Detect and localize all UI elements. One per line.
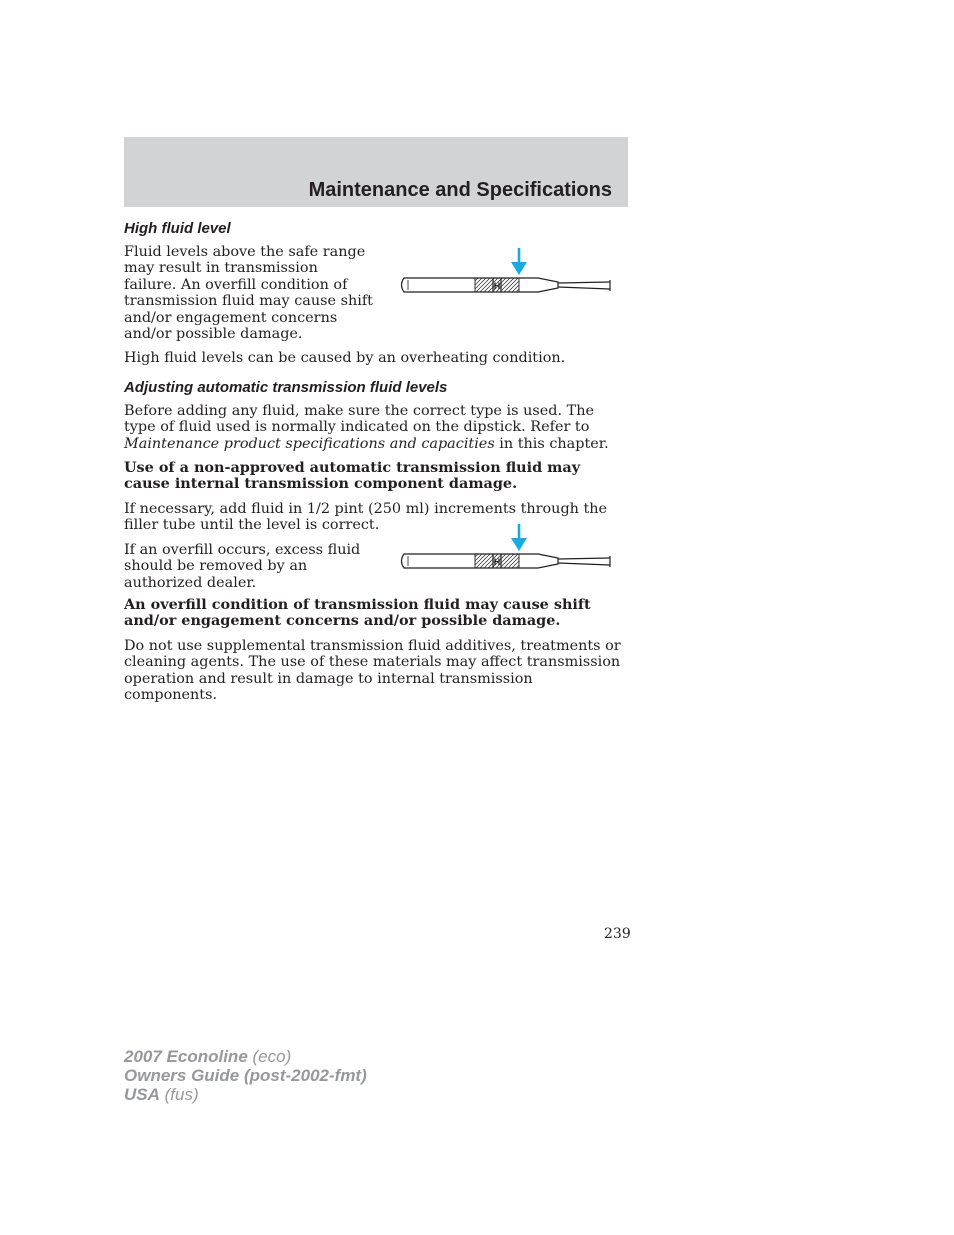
- page-content: [124, 220, 624, 711]
- additives-paragraph: Do not use supplemental transmission fluid additives, treatments or cleaning agents. The use of these materials may affect transmission operation and result in damage to internal transmission components.: [124, 637, 621, 703]
- dipstick-icon: [402, 554, 611, 568]
- dipstick-h-label: H: [493, 557, 501, 567]
- dipstick-icon: [402, 278, 611, 292]
- high-fluid-cause-paragraph: High fluid levels can be caused by an overheating condition.: [124, 350, 566, 367]
- high-fluid-paragraph: Fluid levels above the safe range may result in transmission failure. An overfill condition of transmission fluid may cause shift and/or engagement concerns and/or possible damage.: [124, 244, 373, 343]
- page-title: Maintenance and Specifications: [308, 179, 612, 201]
- section-heading-adjusting: Adjusting automatic transmission fluid levels: [124, 378, 448, 396]
- section-heading-high-fluid: High fluid level: [124, 220, 231, 237]
- header-band: [124, 137, 628, 207]
- warning-overfill: An overfill condition of transmission fluid may cause shift and/or engagement concerns and/or possible damage.: [124, 595, 591, 630]
- dipstick-h-label: H: [493, 281, 501, 291]
- footer-line-guide: Owners Guide (post-2002-fmt): [124, 1066, 367, 1085]
- add-fluid-paragraph: If necessary, add fluid in 1/2 pint (250 ml) increments through the filler tube until the level is correct.: [124, 500, 608, 534]
- footer-line-model: 2007 Econoline (eco): [124, 1047, 292, 1066]
- down-arrow-icon: [511, 248, 527, 275]
- overfill-paragraph: If an overfill occurs, excess fluid should be removed by an authorized dealer.: [124, 541, 361, 591]
- warning-non-approved-fluid: Use of a non-approved automatic transmission fluid may cause internal transmission component damage.: [124, 459, 581, 493]
- down-arrow-icon: [511, 524, 527, 551]
- dipstick-overfill-figure: [398, 522, 622, 574]
- page-number: 239: [604, 926, 631, 942]
- adjusting-paragraph: Before adding any fluid, make sure the correct type is used. The type of fluid used is normally indicated on the dipstick. Refer to Maintenance product specifications and capacities in this chapter.: [124, 402, 609, 452]
- footer-line-region: USA (fus): [124, 1085, 199, 1104]
- footer-document-info: [124, 1047, 367, 1104]
- dipstick-high-level-figure: [398, 246, 622, 298]
